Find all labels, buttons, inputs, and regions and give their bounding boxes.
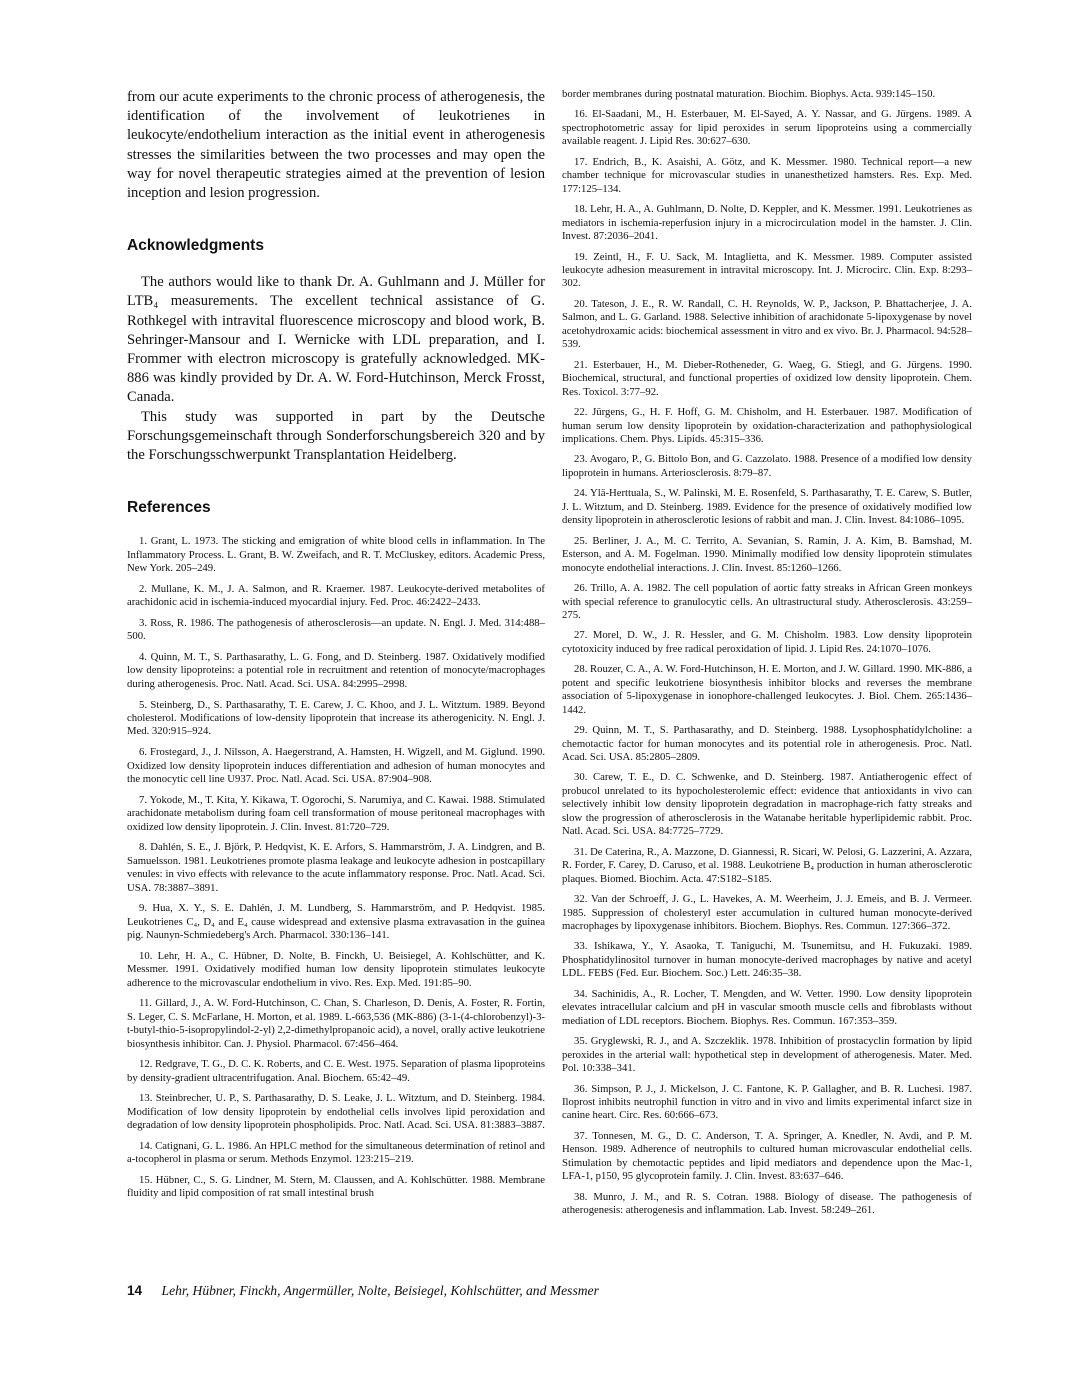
reference-item: 38. Munro, J. M., and R. S. Cotran. 1988. Biology of disease. The pathogenesis of atherogenesis: atherogenesis and inflammation. Lab. Invest. 58:249–261. — [562, 1190, 972, 1217]
reference-item: 30. Carew, T. E., D. C. Schwenke, and D. Steinberg. 1987. Antiatherogenic effect of probucol unrelated to its hypocholesterolemic effect: evidence that antioxidants in vivo can selectively inhibit low density lipoprotein degradation in macrophage-rich fatty streaks and slow the progression of atherosclerosis in the Watanabe heritable hyperlipidemic rabbit. Proc. Natl. Acad. Sci. USA. 84:7725–7729. — [562, 771, 972, 838]
reference-item: 10. Lehr, H. A., C. Hübner, D. Nolte, B. Finckh, U. Beisiegel, A. Kohlschütter, and K. Messmer. 1991. Oxidatively modified human low density lipoprotein stimulates leukocyte adherence to the microvascular endothelium in vivo. Res. Exp. Med. 191:85–90. — [127, 949, 545, 989]
reference-item: 8. Dahlén, S. E., J. Björk, P. Hedqvist, K. E. Arfors, S. Hammarström, J. A. Lindgren, and B. Samuelsson. 1981. Leukotrienes promote plasma leakage and leukocyte adhesion in postcapillary venules: in vivo effects with relevance to the acute inflammatory response. Proc. Natl. Acad. Sci. USA. 78:3887–3891. — [127, 841, 545, 894]
reference-item: 37. Tonnesen, M. G., D. C. Anderson, T. A. Springer, A. Knedler, N. Avdi, and P. M. Henson. 1989. Adherence of neutrophils to cultured human microvascular endothelial cells. Stimulation by chemotactic peptides and lipid mediators and dependence upon the Mac-1, LFA-1, p150, 95 glycoprotein family. J. Clin. Invest. 83:637–646. — [562, 1129, 972, 1183]
page-number: 14 — [127, 1283, 143, 1298]
reference-item: 31. De Caterina, R., A. Mazzone, D. Giannessi, R. Sicari, W. Pelosi, G. Lazzerini, A. Azzara, R. Forder, F. Carey, D. Caruso, et al. 1988. Leukotriene B₄ production in human atherosclerotic plaques. Biomed. Biochim. Acta. 47:S182–S185. — [562, 845, 972, 885]
reference-item: 32. Van der Schroeff, J. G., L. Havekes, A. M. Weerheim, J. J. Emeis, and B. J. Vermeer. 1985. Suppression of cholesteryl ester accumulation in cultured human monocyte-derived macrophages by lipoxygenase inhibitors. Biochem. Biophys. Res. Commun. 127:366–372. — [562, 893, 972, 933]
reference-item: 3. Ross, R. 1986. The pathogenesis of atherosclerosis—an update. N. Engl. J. Med. 314:488–500. — [127, 616, 545, 643]
reference-item: 7. Yokode, M., T. Kita, Y. Kikawa, T. Ogorochi, S. Narumiya, and C. Kawai. 1988. Stimulated arachidonate metabolism during foam cell transformation of mouse peritoneal macrophages with oxidized low density lipoprotein. J. Clin. Invest. 81:720–729. — [127, 793, 545, 833]
acknowledgments-paragraph: The authors would like to thank Dr. A. Guhlmann and J. Müller for LTB₄ measurements. The excellent technical assistance of G. Rothkegel with intravital fluorescence microscopy and blood work, B. Sehringer-Mansour and I. Wernicke with LDL preparation, and I. Frommer with electron microscopy is gratefully acknowledged. MK-886 was kindly provided by Dr. A. W. Ford-Hutchinson, Merck Frosst, Canada. — [127, 274, 545, 406]
running-authors: Lehr, Hübner, Finckh, Angermüller, Nolte, Beisiegel, Kohlschütter, and Messmer — [161, 1283, 599, 1298]
reference-item: 21. Esterbauer, H., M. Dieber-Rotheneder, G. Waeg, G. Stiegl, and G. Jürgens. 1990. Biochemical, structural, and functional properties of oxidized low density lipoprotein. Chem. Res. Toxicol. 3:77–92. — [562, 358, 972, 398]
reference-item: 26. Trillo, A. A. 1982. The cell population of aortic fatty streaks in African Green monkeys with special reference to granulocytic cells. An ultrastructural study. Atherosclerosis. 43:259–275. — [562, 582, 972, 621]
reference-item: 36. Simpson, P. J., J. Mickelson, J. C. Fantone, K. P. Gallagher, and B. R. Luchesi. 1987. Iloprost inhibits neutrophil function in vitro and in vivo and limits experimental infarct size in canine heart. Circ. Res. 60:666–673. — [562, 1082, 972, 1122]
reference-item: 12. Redgrave, T. G., D. C. K. Roberts, and C. E. West. 1975. Separation of plasma lipoproteins by density-gradient ultracentrifugation. Anal. Biochem. 65:42–49. — [127, 1058, 545, 1084]
reference-item: 23. Avogaro, P., G. Bittolo Bon, and G. Cazzolato. 1988. Presence of a modified low density lipoprotein in humans. Arteriosclerosis. 8:79–87. — [562, 453, 972, 479]
reference-item: 25. Berliner, J. A., M. C. Territo, A. Sevanian, S. Ramin, J. A. Kim, B. Bamshad, M. Esterson, and A. M. Fogelman. 1990. Minimally modified low density lipoprotein stimulates monocyte endothelial interactions. J. Clin. Invest. 85:1260–1266. — [562, 534, 972, 574]
reference-item: 28. Rouzer, C. A., A. W. Ford-Hutchinson, H. E. Morton, and J. W. Gillard. 1990. MK-886, a potent and specific leukotriene biosynthesis inhibitor blocks and reverses the membrane association of 5-lipoxygenase in ionophore-challenged leukocytes. J. Biol. Chem. 265:1436–1442. — [562, 663, 972, 716]
intro-paragraph: from our acute experiments to the chronic process of atherogenesis, the identification of the involvement of leukotrienes in leukocyte/endothelium interaction as the initial event in atherogenesis stresses the similarities between the two processes and may open the way for novel therapeutic strategies aimed at the prevention of lesion inception and lesion progression. — [127, 89, 545, 202]
reference-item: 22. Jürgens, G., H. F. Hoff, G. M. Chisholm, and H. Esterbauer. 1987. Modification of human serum low density lipoprotein by oxidation-characterization and pathophysiological implications. Chem. Phys. Lipids. 45:315–336. — [562, 406, 972, 445]
reference-list-left — [127, 535, 545, 1201]
reference-item: 29. Quinn, M. T., S. Parthasarathy, and D. Steinberg. 1988. Lysophosphatidylcholine: a chemotactic factor for human monocytes and its potential role in atherogenesis. Proc. Natl. Acad. Sci. USA. 85:2805–2809. — [562, 724, 972, 764]
acknowledgments-heading: Acknowledgments — [127, 237, 264, 255]
reference-item: 4. Quinn, M. T., S. Parthasarathy, L. G. Fong, and D. Steinberg. 1987. Oxidatively modified low density lipoproteins: a potential role in recruitment and retention of monocyte/macrophages during atherogenesis. Proc. Natl. Acad. Sci. USA. 84:2995–2998. — [127, 650, 545, 690]
reference-item: 18. Lehr, H. A., A. Guhlmann, D. Nolte, D. Keppler, and K. Messmer. 1991. Leukotrienes as mediators in ischemia-reperfusion injury in a microcirculation model in the hamster. J. Clin. Invest. 87:2036–2041. — [562, 203, 972, 243]
reference-item: 11. Gillard, J., A. W. Ford-Hutchinson, C. Chan, S. Charleson, D. Denis, A. Foster, R. Fortin, S. Leger, C. S. McFarlane, H. Morton, et al. 1989. L-663,536 (MK-886) (3-1-(4-chlorobenzyl)-3-t-butyl-thio-5-isopropylindol-2-yl) 2,2-dimethylpropanoic acid), a novel, orally active leukotriene biosynthesis inhibitor. Can. J. Physiol. Pharmacol. 67:456–464. — [127, 997, 545, 1050]
reference-item: 9. Hua, X. Y., S. E. Dahlén, J. M. Lundberg, S. Hammarström, and P. Hedqvist. 1985. Leukotrienes C₄, D₄ and E₄ cause widespread and extensive plasma extravasation in the guinea pig. Naunyn-Schmiedeberg's Arch. Pharmacol. 330:136–141. — [127, 902, 545, 942]
reference-item: 6. Frostegard, J., J. Nilsson, A. Haegerstrand, A. Hamsten, H. Wigzell, and M. Giglund. 1990. Oxidized low density lipoprotein induces differentiation and adhesion of human monocytes and the monocytic cell line U937. Proc. Natl. Acad. Sci. USA. 87:904–908. — [127, 746, 545, 785]
references-heading: References — [127, 499, 211, 517]
reference-item-continued: border membranes during postnatal maturation. Biochim. Biophys. Acta. 939:145–150. — [562, 88, 936, 100]
reference-item: 35. Gryglewski, R. J., and A. Szczeklik. 1978. Inhibition of prostacyclin formation by lipid peroxides in the arterial wall: hypothetical step in development of atherogenesis. Mater. Med. Pol. 10:338–341. — [562, 1035, 972, 1075]
reference-item: 33. Ishikawa, Y., Y. Asaoka, T. Taniguchi, M. Tsunemitsu, and H. Fukuzaki. 1989. Phosphatidylinositol turnover in human monocyte-derived macrophages by native and acetyl LDL. FEBS (Fed. Eur. Biochem. Soc.) Lett. 246:35–38. — [562, 940, 972, 980]
reference-item: 13. Steinbrecher, U. P., S. Parthasarathy, D. S. Leake, J. L. Witztum, and D. Steinberg. 1984. Modification of low density lipoprotein by endothelial cells involves lipid peroxidation and degradation of low density lipoprotein phospholipids. Proc. Natl. Acad. Sci. USA. 81:3883–3887. — [127, 1092, 545, 1132]
reference-item: 19. Zeintl, H., F. U. Sack, M. Intaglietta, and K. Messmer. 1989. Computer assisted leukocyte adhesion measurement in intravital microscopy. Int. J. Microcirc. Clin. Exp. 8:293–302. — [562, 250, 972, 290]
reference-item: 20. Tateson, J. E., R. W. Randall, C. H. Reynolds, W. P., Jackson, P. Bhattacherjee, J. A. Salmon, and L. G. Garland. 1988. Selective inhibition of arachidonate 5-lipoxygenase by novel acetohydroxamic acids: biochemical assessment in vitro and ex vivo. Br. J. Pharmacol. 94:528–539. — [562, 297, 972, 351]
page-footer — [127, 1283, 927, 1299]
reference-item: 15. Hübner, C., S. G. Lindner, M. Stern, M. Claussen, and A. Kohlschütter. 1988. Membrane fluidity and lipid composition of rat small intestinal brush — [127, 1174, 545, 1200]
reference-item: 14. Catignani, G. L. 1986. An HPLC method for the simultaneous determination of retinol and a-tocopherol in plasma or serum. Methods Enzymol. 123:215–219. — [127, 1139, 545, 1166]
reference-item: 5. Steinberg, D., S. Parthasarathy, T. E. Carew, J. C. Khoo, and J. L. Witztum. 1989. Beyond cholesterol. Modifications of low-density lipoprotein that increase its atherogenicity. N. Engl. J. Med. 320:915–924. — [127, 698, 545, 738]
reference-item: 24. Ylä-Herttuala, S., W. Palinski, M. E. Rosenfeld, S. Parthasarathy, T. E. Carew, S. Butler, J. L. Witztum, and D. Steinberg. 1989. Evidence for the presence of oxidatively modified low density lipoprotein in atherosclerotic lesions of rabbit and man. J. Clin. Invest. 84:1086–1095. — [562, 487, 972, 527]
reference-item: 17. Endrich, B., K. Asaishi, A. Götz, and K. Messmer. 1980. Technical report—a new chamber technique for microvascular studies in unanesthetized hamsters. Res. Exp. Med. 177:125–134. — [562, 155, 972, 195]
funding-paragraph: This study was supported in part by the Deutsche Forschungsgemeinschaft through Sonderforschungsbereich 320 and by the Forschungsschwerpunkt Transplantation Heidelberg. — [127, 408, 545, 464]
reference-item: 27. Morel, D. W., J. R. Hessler, and G. M. Chisholm. 1983. Low density lipoprotein cytotoxicity induced by free radical peroxidation of lipid. J. Lipid Res. 24:1070–1076. — [562, 629, 972, 655]
reference-item: 1. Grant, L. 1973. The sticking and emigration of white blood cells in inflammation. In The Inflammatory Process. L. Grant, B. W. Zweifach, and R. T. McCluskey, editors. Academic Press, New York. 205–249. — [127, 535, 545, 575]
reference-item: 34. Sachinidis, A., R. Locher, T. Mengden, and W. Vetter. 1990. Low density lipoprotein elevates intracellular calcium and pH in vascular smooth muscle cells and fibroblasts without mediation of LDL receptors. Biochem. Biophys. Res. Commun. 167:353–359. — [562, 987, 972, 1027]
reference-list-right — [562, 88, 972, 1218]
reference-item: 2. Mullane, K. M., J. A. Salmon, and R. Kraemer. 1987. Leukocyte-derived metabolites of arachidonic acid in ischemia-induced myocardial injury. Fed. Proc. 46:2422–2433. — [127, 582, 545, 609]
left-column — [127, 88, 545, 1208]
reference-item: 16. El-Saadani, M., H. Esterbauer, M. El-Sayed, A. Y. Nassar, and G. Jürgens. 1989. A spectrophotometric assay for lipid peroxides in serum lipoproteins using a commercially available reagent. J. Lipid Res. 30:627–630. — [562, 108, 972, 148]
right-column — [562, 88, 972, 1225]
